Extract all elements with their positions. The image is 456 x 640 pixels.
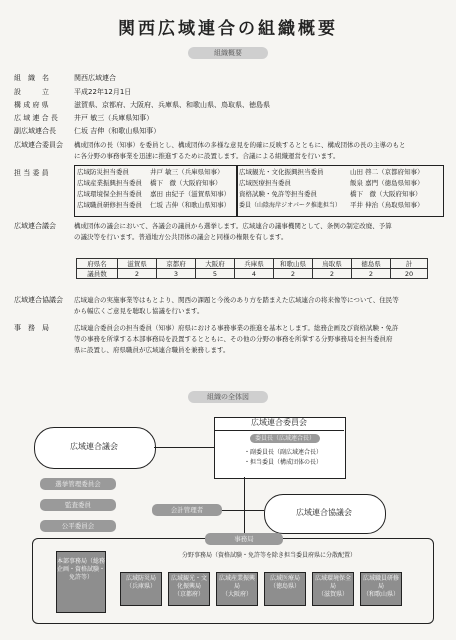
table-cell: 議員数 — [77, 269, 118, 279]
dept-name: 広域産業振興局 — [218, 575, 255, 590]
table-cell: 2 — [274, 269, 313, 279]
secretariat-badge: 事務局 — [205, 533, 283, 545]
dept-kenshu — [360, 572, 402, 606]
table-header-row — [77, 259, 428, 269]
table-cell: 2 — [313, 269, 352, 279]
table-cell: 3 — [157, 269, 196, 279]
dept-iryo — [264, 572, 306, 606]
label: 広域連合議会 — [14, 222, 56, 230]
dept-name: 広域観光・文化振興局 — [170, 575, 207, 590]
row-kosei — [14, 101, 270, 110]
dept-kanko — [168, 572, 210, 606]
table-header: 計 — [391, 259, 428, 269]
dept-name: 広域医療局 — [269, 575, 300, 582]
gikai-text-1: 構成団体の議会において、各議会の議員から選挙します。広域連合の議事機関として、条例の制定改廃、予算 — [74, 222, 392, 230]
tanto-role: 広域職員研修担当委員 — [77, 201, 142, 209]
vice-chair-text: ・副委員長（副広域連合長） — [244, 449, 323, 456]
table-header: 府県名 — [77, 259, 118, 269]
value: 滋賀県、京都府、大阪府、兵庫県、和歌山県、鳥取県、徳島県 — [74, 101, 270, 109]
value: 仁坂 吉伸（和歌山県知事） — [74, 127, 161, 135]
dept-sangyo — [216, 572, 258, 606]
table-header: 徳島県 — [352, 259, 391, 269]
tanto-name: 仁坂 吉伸（和歌山県知事） — [150, 201, 231, 209]
row-jimukyoku — [14, 324, 74, 333]
table-cell: 5 — [196, 269, 235, 279]
row-kyogikai — [14, 296, 74, 305]
table-header: 兵庫県 — [235, 259, 274, 269]
tanto-role: 広域防災担当委員 — [77, 168, 129, 176]
honbu-box: 本部事務局（総務企画・資格試験・免許等） — [56, 551, 106, 613]
tanto-name: 山田 啓二（京都府知事） — [350, 168, 424, 176]
kyogikai-text-2: から幅広くご意見を聴取し協議を行います。 — [74, 307, 204, 315]
tanto-name: 嘉田 由紀子（滋賀県知事） — [150, 190, 231, 198]
table-header: 鳥取県 — [313, 259, 352, 269]
seat-table — [76, 258, 428, 279]
row-iinkai — [14, 141, 74, 150]
jimukyoku-text-1: 広域連合委員会の担当委員（知事）府県における事務事業の推進を基本とします。総務企画及び資格試験・免許 — [74, 324, 399, 332]
dept-kankyo — [312, 572, 354, 606]
tanto-role: 広域環境保全担当委員 — [77, 190, 142, 198]
dept-name: 広域職員研修局 — [362, 575, 399, 590]
chair-badge: 委員長（広域連合長） — [250, 434, 320, 443]
table-cell: 4 — [235, 269, 274, 279]
tanto-name: 平井 伸治（鳥取県知事） — [350, 201, 424, 209]
label: 広域連合委員会 — [14, 141, 63, 149]
election-committee: 選挙管理委員会 — [40, 478, 116, 490]
jimukyoku-text-2: 等の事務を所掌する本部事務局を設置するとともに、その他の分野の事務を所掌する分野事務局を担当委員府 — [74, 335, 393, 343]
connector-assembly — [154, 447, 214, 448]
table-header: 大阪府 — [196, 259, 235, 269]
row-gikai — [14, 222, 74, 231]
auditor-committee: 監査委員 — [40, 499, 116, 511]
page-title: 関西広域連合の組織概要 — [118, 19, 338, 39]
dept-loc: （和歌山県） — [362, 591, 399, 598]
dept-name: 広域防災局 — [125, 575, 156, 582]
dept-bosai — [120, 572, 162, 606]
table-header: 滋賀県 — [118, 259, 157, 269]
label: 構 成 府 県 — [14, 101, 49, 109]
gikai-text-2: の議決等を行います。普通地方公共団体の議会と同様の権限を有します。 — [74, 233, 288, 241]
dept-name: 広域環境保全局 — [314, 575, 351, 590]
tanto-name: 飯泉 嘉門（徳島県知事） — [350, 179, 424, 187]
row-soshiki — [14, 74, 116, 83]
assembly-label: 広域連合議会 — [70, 442, 118, 451]
row-rengocho — [14, 114, 153, 123]
section-label-overview: 組織概要 — [188, 47, 268, 59]
label: 事 務 局 — [14, 324, 49, 332]
label: 広域連合協議会 — [14, 296, 63, 304]
tanto-role: 広域産業振興担当委員 — [77, 179, 142, 187]
table-header: 京都府 — [157, 259, 196, 269]
value: 井戸 敏三（兵庫県知事） — [74, 114, 154, 122]
tanto-name: 橋下 徹（大阪府知事） — [350, 190, 422, 198]
tanto-role: 資格試験・免許等担当委員 — [239, 190, 317, 198]
accounting-manager: 会計管理者 — [152, 504, 222, 516]
label: 組 織 名 — [14, 74, 49, 82]
table-row — [77, 269, 428, 279]
tanto-role: 委員（山陰海岸ジオパーク推進担当） — [239, 202, 341, 209]
row-tanto — [14, 169, 74, 178]
tanto-role: 広域観光・文化振興担当委員 — [239, 168, 324, 176]
connector-council — [222, 510, 264, 511]
tanto-role: 広域医療担当委員 — [239, 179, 291, 187]
jimukyoku-text-3: 県に設置し、府県職員が広域連合職員を兼務します。 — [74, 346, 230, 354]
section-label-diagram: 組織の全体図 — [188, 391, 268, 403]
label: 広 域 連 合 長 — [14, 114, 58, 122]
dept-loc: （滋賀県） — [317, 591, 348, 598]
label: 副広域連合長 — [14, 127, 56, 135]
dept-loc: （京都府） — [173, 591, 204, 598]
value: 関西広域連合 — [74, 74, 116, 82]
connector-vertical — [244, 477, 245, 510]
table-cell: 2 — [352, 269, 391, 279]
tanto-name: 橋下 徹（大阪府知事） — [150, 179, 222, 187]
label: 担 当 委 員 — [14, 169, 49, 177]
committee-title: 広域連合委員会 — [251, 418, 307, 427]
dept-loc: （兵庫県） — [125, 583, 156, 590]
label: 設 立 — [14, 88, 49, 96]
council-label: 広域連合協議会 — [296, 508, 352, 517]
kyogikai-text-1: 広域連合の実施事業等はもとより、関西の課題と今後のあり方を踏まえた広域連合の将来像等について、住民等 — [74, 296, 399, 304]
members-text: ・担当委員（構成団体の長） — [244, 459, 323, 466]
row-setsuritsu — [14, 88, 131, 97]
fairness-committee: 公平委員会 — [40, 520, 116, 532]
value: 平成22年12月1日 — [74, 88, 132, 96]
table-cell: 2 — [118, 269, 157, 279]
bunya-label: 分野事務局（資格試験・免許等を除き担当委員府県に分散配置） — [181, 552, 356, 559]
tanto-name: 井戸 敏三（兵庫県知事） — [150, 168, 224, 176]
table-cell: 20 — [391, 269, 428, 279]
iinkai-text-2: に各分野の事務事業を迅速に推進するために設置します。合議による組織運営を行います。 — [74, 152, 340, 160]
row-fuku — [14, 127, 160, 136]
committee-divider — [214, 430, 344, 431]
dept-loc: （徳島県） — [269, 583, 300, 590]
iinkai-text-1: 構成団体の長（知事）を委員とし、構成団体の多様な意見を的確に反映するとともに、構成団体の長の主導のもと — [74, 141, 406, 149]
dept-loc: （大阪府） — [221, 591, 252, 598]
table-header: 和歌山県 — [274, 259, 313, 269]
